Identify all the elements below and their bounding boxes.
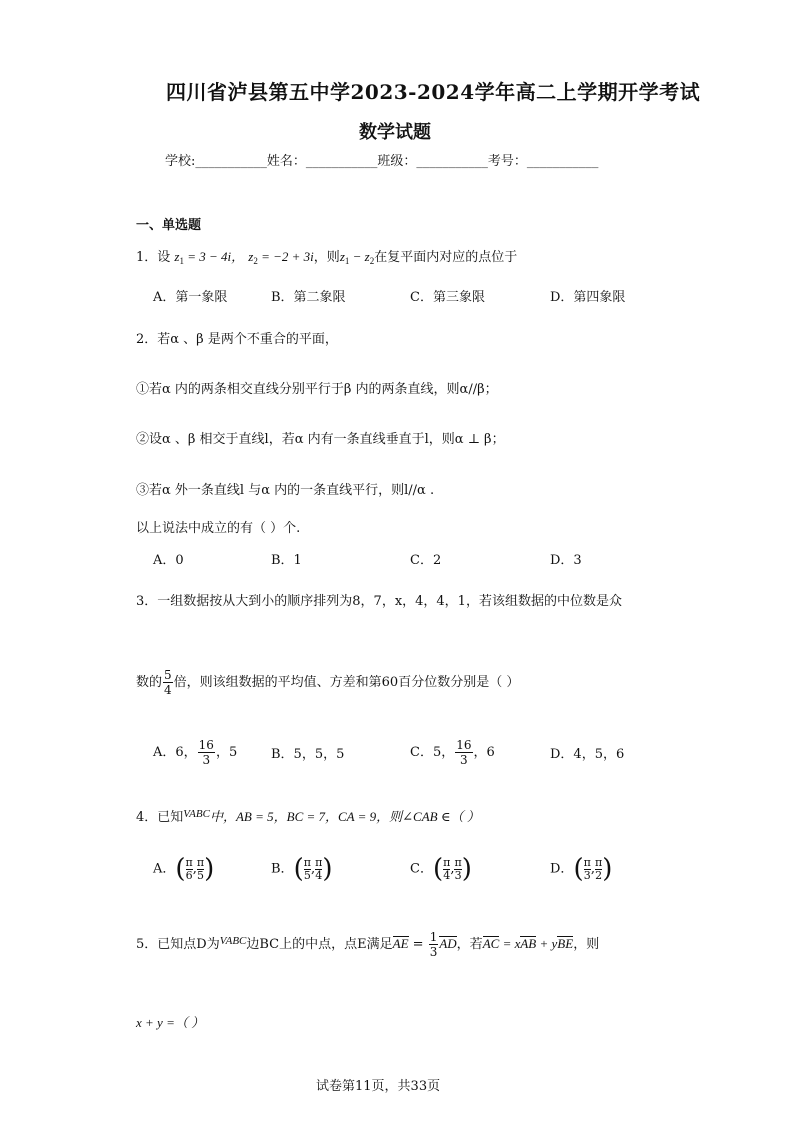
vector-ae: AE [392, 936, 409, 951]
q3-fraction: $\frac{5}{4}$ [164, 668, 172, 697]
q1-z2: $z_2$ [248, 249, 258, 266]
q1-mid: ，则 [313, 250, 340, 265]
exam-subtitle: 数学试题 [359, 122, 431, 143]
q3-stem-line2 [136, 668, 519, 697]
question-1 [136, 246, 517, 266]
q3-post: 倍，则该组数据的平均值、方差和第60百分位数分别是（ ） [173, 675, 520, 690]
q1-option-c: C．第三象限 [410, 290, 485, 305]
q5-ask: x + y =（ ） [136, 1015, 205, 1030]
q2-option-b: B．1 [271, 553, 302, 568]
q4-option-c: C．( $\frac{\pi}{4}$ , $\frac{\pi}{3}$ ) [410, 854, 472, 884]
q2-statement-1: ①若α 内的两条相交直线分别平行于β 内的两条直线，则α//β； [136, 382, 498, 397]
vector-be: BE [557, 936, 574, 951]
q3-stem-line1: 3．一组数据按从大到小的顺序排列为8，7，x，4，4，1，若该组数据的中位数是众 [136, 594, 622, 609]
q2-option-c: C．2 [410, 553, 442, 568]
q2-ask: 以上说法中成立的有（ ）个. [136, 521, 301, 536]
q4-option-a: A．( $\frac{\pi}{6}$ , $\frac{\pi}{5}$ ) [153, 854, 215, 884]
q4-option-d: D．( $\frac{\pi}{3}$ , $\frac{\pi}{2}$ ) [550, 854, 613, 884]
q1-diff: $z_1 - z_2$ [339, 249, 375, 266]
vector-ad: AD [439, 936, 457, 951]
vector-ab: AB [520, 936, 537, 951]
q1-z1-value: = 3 − 4i， [183, 249, 245, 264]
q1-option-b: B．第二象限 [271, 290, 346, 305]
page-footer: 试卷第11页，共33页 [316, 1079, 441, 1094]
q3-option-a: A．6， $\frac{16}{3}$ ，5 [153, 738, 238, 767]
q1-number: 1．设 [136, 250, 171, 265]
q3-pre: 数的 [136, 675, 163, 690]
exam-title: 四川省泸县第五中学2023-2024学年高二上学期开学考试 [166, 80, 701, 104]
q3-option-c: C．5， $\frac{16}{3}$ ，6 [410, 738, 495, 767]
q2-option-d: D．3 [550, 553, 582, 568]
vector-ac: AC [482, 936, 500, 951]
q4-triangle: VABC [183, 808, 210, 820]
q2-statement-3: ③若α 外一条直线l 与α 内的一条直线平行，则l//α . [136, 483, 435, 498]
q3-option-b: B．5，5，5 [271, 747, 345, 762]
student-info-line: 学校:___________姓名：___________班级：___________考号：___________ [165, 154, 599, 169]
q4-option-b: B．( $\frac{\pi}{5}$ , $\frac{\pi}{4}$ ) [271, 854, 333, 884]
q4-stem: 4．已知$^{VABC}$中，AB = 5，BC = 7，CA = 9，则∠CAB ∈（ ） [136, 808, 480, 825]
q1-option-a: A．第一象限 [153, 290, 228, 305]
q1-tail: 在复平面内对应的点位于 [374, 250, 518, 265]
q1-z1: $z_1$ [174, 249, 184, 266]
q1-z2-value: = −2 + 3i [257, 249, 314, 264]
q5-stem: 5．已知点D为$^{VABC}$边BC上的中点，点E满足AE = $\frac{1}{3}$ AD，若AC = xAB + yBE，则 [136, 930, 600, 959]
q2-option-a: A．0 [153, 553, 184, 568]
q3-option-d: D．4，5，6 [550, 747, 625, 762]
q5-triangle: VABC [219, 935, 247, 947]
q2-stem: 2．若α 、β 是两个不重合的平面， [136, 332, 338, 347]
q2-statement-2: ②设α 、β 相交于直线l，若α 内有一条直线垂直于l，则α ⊥ β； [136, 432, 505, 447]
section-heading: 一、单选题 [136, 218, 202, 233]
q1-option-d: D．第四象限 [550, 290, 626, 305]
